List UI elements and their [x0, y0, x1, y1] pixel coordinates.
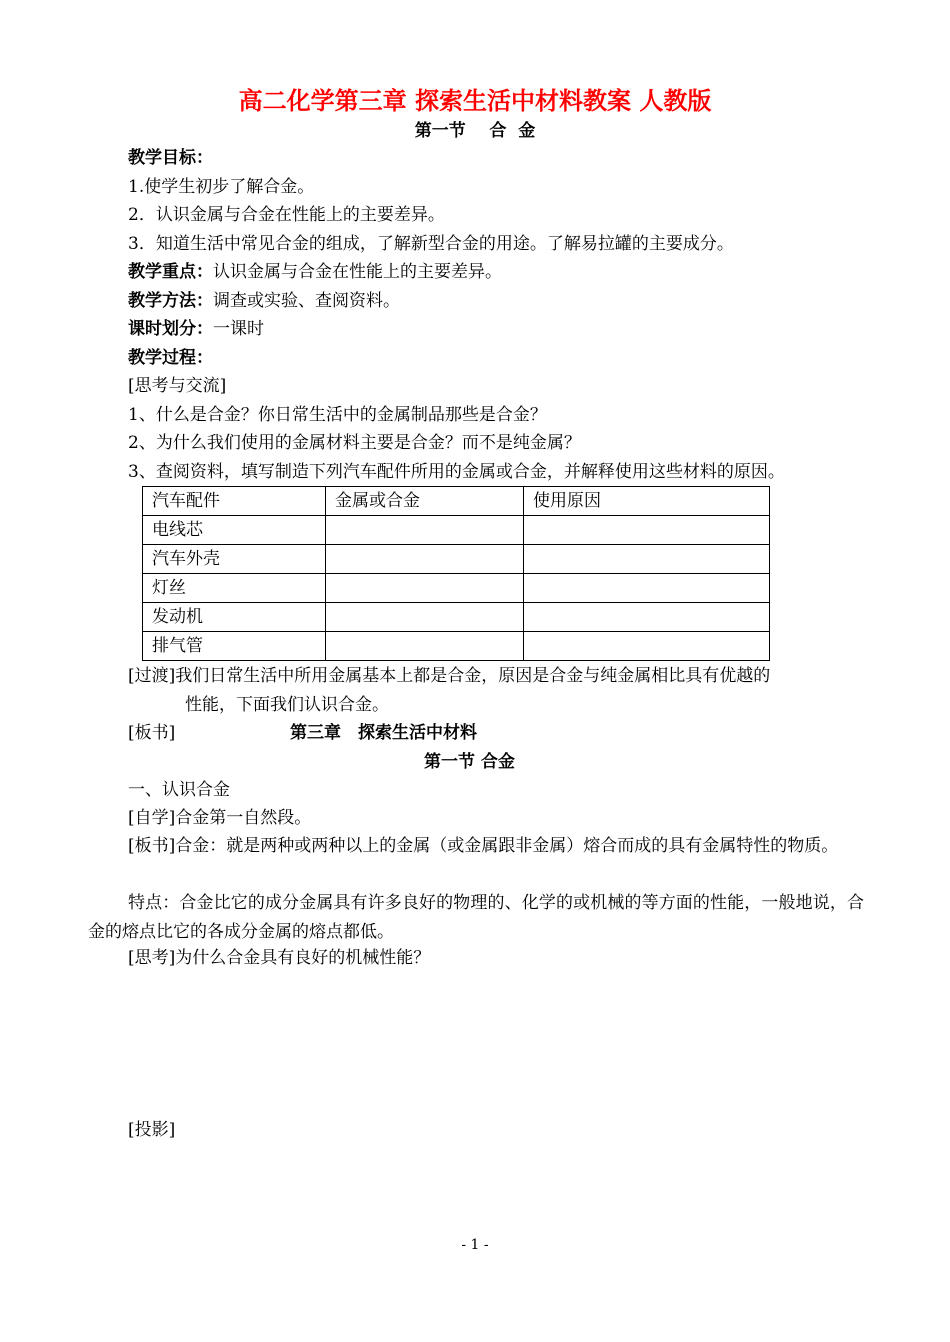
board-label: [板书] — [128, 723, 176, 743]
section-title: 第一节 合 金 — [414, 121, 536, 141]
table-row — [143, 574, 770, 603]
period-line — [128, 317, 264, 341]
objective-item-1: 1.使学生初步了解合金。 — [128, 177, 315, 197]
document-title: 高二化学第三章 探索生活中材料教案 人教版 — [238, 87, 712, 115]
table-cell: 灯丝 — [143, 574, 326, 603]
think-line: [思考]为什么合金具有良好的机械性能？ — [128, 948, 431, 968]
table-cell: 汽车外壳 — [143, 545, 326, 574]
discussion-item-2: 2、为什么我们使用的金属材料主要是合金？而不是纯金属？ — [128, 433, 581, 453]
self-study-line: [自学]合金第一自然段。 — [128, 808, 312, 828]
period-label: 课时划分： — [128, 319, 213, 339]
table-cell — [524, 545, 770, 574]
table-cell: 发动机 — [143, 603, 326, 632]
transition-label: [过渡] — [128, 666, 176, 686]
key-point-label: 教学重点： — [128, 262, 213, 282]
discussion-item-3: 3、查阅资料，填写制造下列汽车配件所用的金属或合金，并解释使用这些材料的原因。 — [128, 462, 785, 482]
auto-parts-table — [142, 486, 770, 661]
projection-label: [投影] — [128, 1120, 176, 1140]
features-paragraph: 特点：合金比它的成分金属具有许多良好的物理的、化学的或机械的等方面的性能，一般地说，合金的熔点比它的各成分金属的熔点都低。 — [88, 893, 864, 942]
transition-line-2: 性能，下面我们认识合金。 — [185, 695, 389, 715]
table-cell — [326, 516, 524, 545]
discussion-item-1: 1、什么是合金？你日常生活中的金属制品那些是合金？ — [128, 405, 547, 425]
key-point-text: 认识金属与合金在性能上的主要差异。 — [213, 262, 502, 282]
table-row — [143, 603, 770, 632]
board-chapter: 第三章 探索生活中材料 — [290, 723, 477, 743]
heading-recognize-alloy: 一、认识合金 — [128, 780, 230, 800]
objective-item-2: 2．认识金属与合金在性能上的主要差异。 — [128, 205, 445, 225]
table-cell — [326, 603, 524, 632]
table-cell: 电线芯 — [143, 516, 326, 545]
table-header-row — [143, 487, 770, 516]
table-row — [143, 516, 770, 545]
page-number: - 1 - — [461, 1237, 489, 1253]
table-cell — [524, 516, 770, 545]
table-cell — [524, 603, 770, 632]
definition-paragraph: [板书]合金：就是两种或两种以上的金属（或金属跟非金属）熔合而成的具有金属特性的物质。 — [128, 836, 839, 856]
table-row — [143, 545, 770, 574]
table-cell — [326, 632, 524, 661]
table-cell — [524, 632, 770, 661]
discussion-label: [思考与交流] — [128, 376, 227, 396]
objective-item-3: 3．知道生活中常见合金的组成，了解新型合金的用途。了解易拉罐的主要成分。 — [128, 234, 734, 254]
table-row — [143, 632, 770, 661]
board-section: 第一节 合金 — [424, 752, 515, 772]
table-cell — [326, 574, 524, 603]
table-cell — [326, 545, 524, 574]
table-header-cell: 金属或合金 — [326, 487, 524, 516]
table-header-cell: 汽车配件 — [143, 487, 326, 516]
process-label: 教学过程： — [128, 348, 213, 368]
objectives-label: 教学目标： — [128, 148, 213, 168]
table-cell — [524, 574, 770, 603]
method-line — [128, 289, 400, 313]
transition-text: 我们日常生活中所用金属基本上都是合金，原因是合金与纯金属相比具有优越的 — [175, 666, 771, 686]
transition-line-1 — [128, 664, 770, 688]
method-label: 教学方法： — [128, 291, 213, 311]
table-cell: 排气管 — [143, 632, 326, 661]
period-text: 一课时 — [213, 319, 264, 339]
table-header-cell: 使用原因 — [524, 487, 770, 516]
method-text: 调查或实验、查阅资料。 — [213, 291, 400, 311]
key-point-line — [128, 260, 502, 284]
